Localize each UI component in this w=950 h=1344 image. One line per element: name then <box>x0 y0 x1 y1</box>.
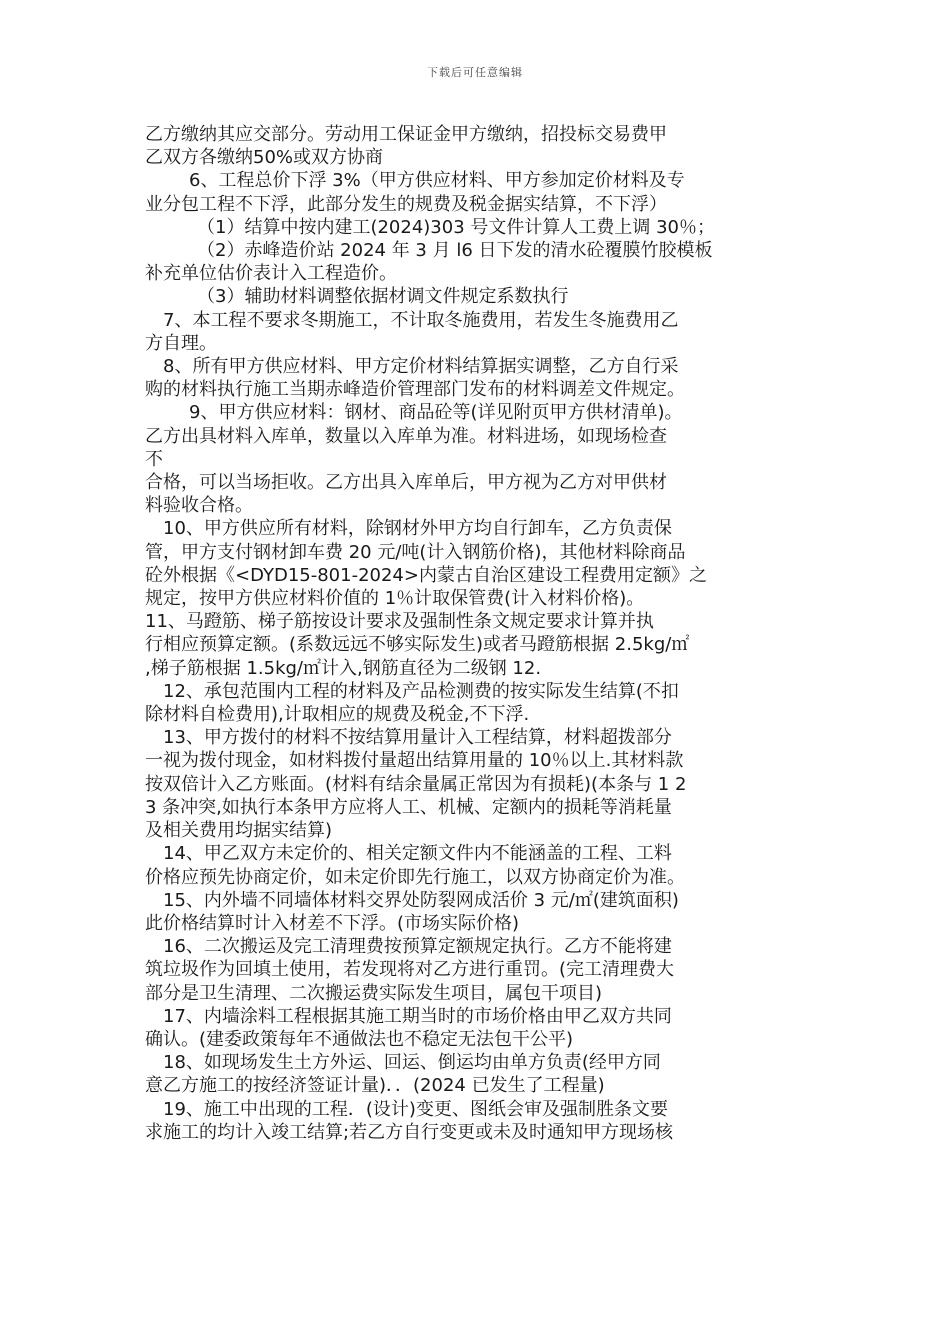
document-line: 方自理。 <box>145 332 217 354</box>
document-line: 18、如现场发生土方外运、回运、倒运均由单方负责(经甲方同 <box>163 1052 661 1074</box>
document-line: 乙方缴纳其应交部分。劳动用工保证金甲方缴纳，招投标交易费甲 <box>145 124 667 145</box>
document-line: 筑垃圾作为回填土使用，若发现将对乙方进行重罚。(完工清理费大 <box>145 959 675 981</box>
document-line: 合格，可以当场拒收。乙方出具入库单后，甲方视为乙方对甲供材 <box>145 472 667 494</box>
document-line: 8、所有甲方供应材料、甲方定价材料结算据实调整，乙方自行采 <box>163 356 679 378</box>
document-line: 料验收合格。 <box>145 495 253 517</box>
document-line: （2）赤峰造价站 2024 年 3 月 l6 日下发的清水砼覆膜竹胶模板 <box>197 240 713 262</box>
document-line: 管，甲方支付钢材卸车费 20 元/吨(计入钢筋价格)，其他材料除商品 <box>145 541 686 563</box>
document-line: 11、马蹬筋、梯子筋按设计要求及强制性条文规定要求计算并执 <box>145 611 654 633</box>
document-line: （3）辅助材料调整依据材调文件规定系数执行 <box>197 286 569 308</box>
document-line: 15、内外墙不同墙体材料交界处防裂网成活价 3 元/㎡(建筑面积) <box>163 889 679 911</box>
document-line: 此价格结算时计入材差不下浮。(市场实际价格) <box>145 912 520 934</box>
document-line: 6、工程总价下浮 3%（甲方供应材料、甲方参加定价材料及专 <box>189 170 685 192</box>
document-line: 价格应预先协商定价，如未定价即先行施工，以双方协商定价为准。 <box>145 866 685 888</box>
document-line: 不 <box>145 448 163 470</box>
document-line: 补充单位估价表计入工程造价。 <box>145 263 397 285</box>
document-line: 乙双方各缴纳50%或双方协商 <box>145 147 384 169</box>
document-line: 及相关费用均据实结算) <box>145 820 333 842</box>
document-line: 按双倍计入乙方账面。(材料有结余量属正常因为有损耗)(本条与 1 2 <box>145 773 687 795</box>
document-line: 除材料自检费用),计取相应的规费及税金,不下浮. <box>145 704 530 726</box>
document-line: 乙方出具材料入库单，数量以入库单为准。材料进场，如现场检查 <box>145 425 667 447</box>
document-line: 意乙方施工的按经济签证计量)．．(2024 已发生了工程量) <box>145 1075 605 1097</box>
document-line: ,梯子筋根据 1.5kg/㎡计入,钢筋直径为二级钢 12. <box>145 657 542 679</box>
document-line: 一视为拨付现金，如材料拨付量超出结算用量的 10％以上.其材料款 <box>145 750 684 772</box>
document-line: 确认。(建委政策每年不通做法也不稳定无法包干公平) <box>145 1028 574 1050</box>
document-line: 砼外根据《<DYD15-801-2024>内蒙古自治区建设工程费用定额》之 <box>145 564 707 586</box>
document-line: 16、二次搬运及完工清理费按预算定额规定执行。乙方不能将建 <box>163 936 672 958</box>
document-line: 9、甲方供应材料：钢材、商品砼等(详见附页甲方供材清单)。 <box>189 402 683 424</box>
document-line: 12、承包范围内工程的材料及产品检测费的按实际发生结算(不扣 <box>163 680 679 702</box>
document-line: 购的材料执行施工当期赤峰造价管理部门发布的材料调差文件规定。 <box>145 379 685 401</box>
document-line: 行相应预算定额。(系数远远不够实际发生)或者马蹬筋根据 2.5kg/㎡ <box>145 634 690 656</box>
page-header: 下载后可任意编辑 <box>427 66 523 79</box>
document-line: 7、本工程不要求冬期施工，不计取冬施费用，若发生冬施费用乙 <box>163 309 679 331</box>
document-line: 10、甲方供应所有材料，除钢材外甲方均自行卸车，乙方负责保 <box>163 518 672 540</box>
document-line: 规定，按甲方供应材料价值的 1％计取保管费(计入材料价格)。 <box>145 588 645 610</box>
document-line: 19、施工中出现的工程．(设计)变更、图纸会审及强制胜条文要 <box>163 1098 668 1120</box>
document-line: 17、内墙涂料工程根据其施工期当时的市场价格由甲乙双方共同 <box>163 1005 672 1027</box>
document-line: 13、甲方拨付的材料不按结算用量计入工程结算，材料超拨部分 <box>163 727 672 749</box>
document-line: 14、甲乙双方未定价的、相关定额文件内不能涵盖的工程、工料 <box>163 843 672 865</box>
document-body <box>145 123 815 1144</box>
document-line: 求施工的均计入竣工结算;若乙方自行变更或未及时通知甲方现场核 <box>145 1121 674 1143</box>
document-line: 3 条冲突,如执行本条甲方应将人工、机械、定额内的损耗等消耗量 <box>145 796 672 818</box>
document-line: 部分是卫生清理、二次搬运费实际发生项目，属包干项目) <box>145 982 603 1004</box>
document-line: （1）结算中按内建工(2024)303 号文件计算人工费上调 30％； <box>197 216 716 238</box>
document-line: 业分包工程不下浮，此部分发生的规费及税金据实结算，不下浮） <box>145 193 667 215</box>
